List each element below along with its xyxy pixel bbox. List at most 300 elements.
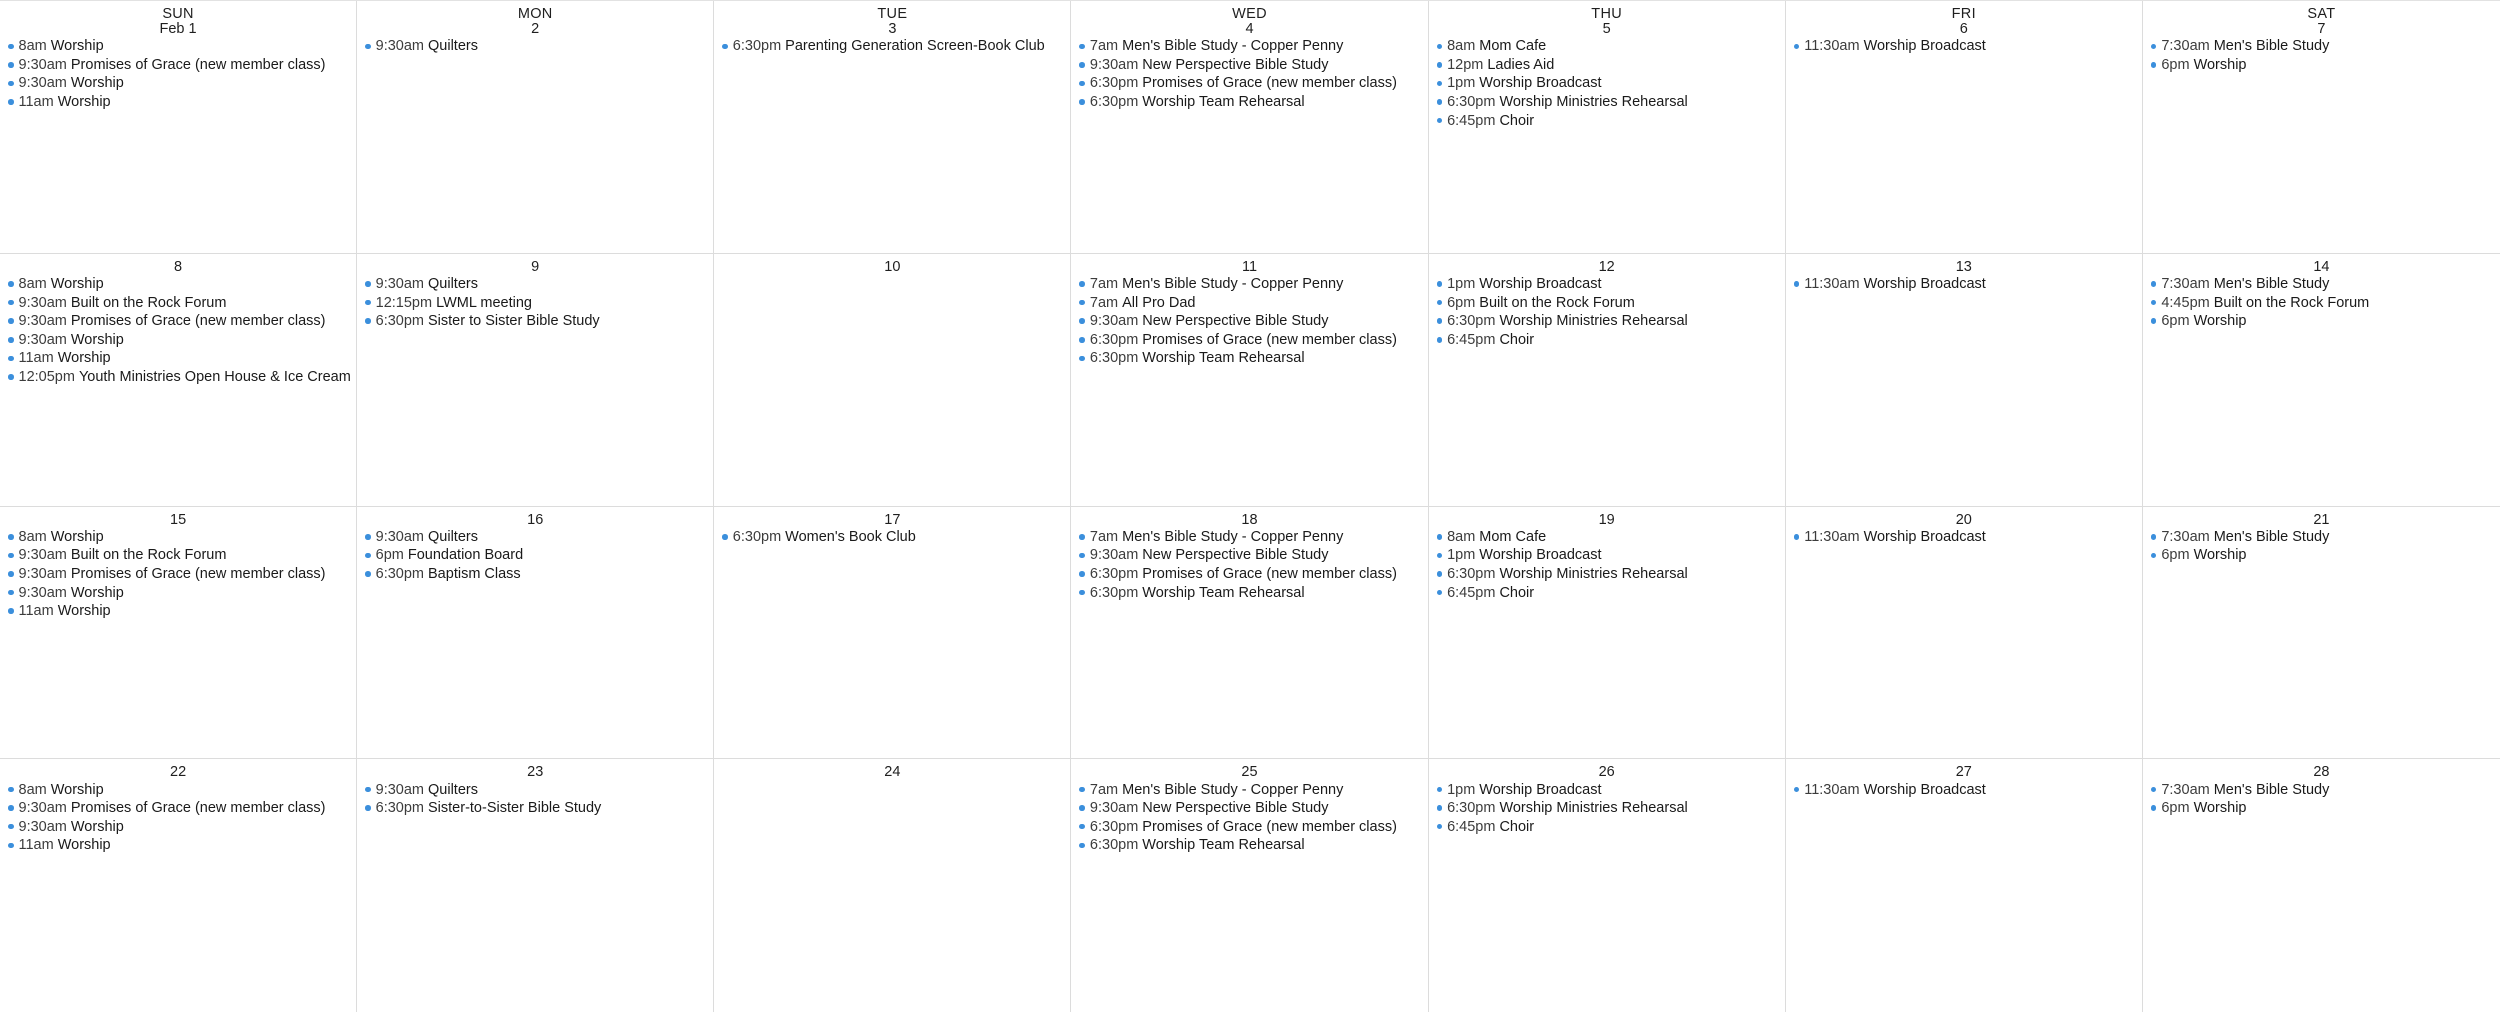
- event-list: [0, 528, 356, 621]
- event-list: [1786, 528, 2142, 547]
- event-item[interactable]: [2151, 546, 2500, 565]
- event-time: 6:30pm: [1447, 94, 1496, 111]
- event-item[interactable]: [1437, 93, 1785, 112]
- event-dot-icon: [1079, 44, 1085, 50]
- event-time: 12:05pm: [18, 369, 75, 386]
- date-number[interactable]: 7: [2317, 21, 2326, 37]
- event-title: Promises of Grace (new member class): [70, 800, 326, 817]
- event-title: Sister to Sister Bible Study: [428, 313, 600, 330]
- day-header: [1429, 765, 1785, 780]
- event-item[interactable]: [1079, 37, 1427, 56]
- event-item[interactable]: [1437, 312, 1785, 331]
- event-dot-icon: [1079, 590, 1085, 596]
- date-number[interactable]: 14: [2313, 258, 2330, 275]
- event-dot-icon: [1437, 281, 1443, 287]
- event-time: 8am: [18, 781, 47, 798]
- date-number[interactable]: 6: [1959, 21, 1968, 37]
- event-item[interactable]: [8, 74, 356, 93]
- day-header: [0, 513, 356, 528]
- event-dot-icon: [8, 337, 14, 343]
- date-number[interactable]: 21: [2313, 511, 2330, 528]
- event-dot-icon: [2151, 62, 2157, 68]
- event-time: 1pm: [1447, 75, 1476, 92]
- event-title: Worship Ministries Rehearsal: [1499, 800, 1688, 817]
- event-item[interactable]: [1794, 528, 2142, 547]
- event-item[interactable]: [2151, 799, 2500, 818]
- event-item[interactable]: [1079, 528, 1427, 547]
- date-number[interactable]: 17: [884, 511, 901, 528]
- event-item[interactable]: [1079, 293, 1427, 312]
- event-item[interactable]: [2151, 56, 2500, 75]
- day-cell-thu[interactable]: [1429, 254, 1786, 507]
- day-header: [1786, 765, 2142, 780]
- event-dot-icon: [1079, 553, 1085, 559]
- day-cell-sat[interactable]: [2143, 507, 2500, 760]
- event-title: Worship: [2193, 313, 2247, 330]
- event-title: Quilters: [428, 38, 478, 55]
- date-number[interactable]: 15: [170, 511, 187, 528]
- event-item[interactable]: [8, 583, 356, 602]
- event-title: All Pro Dad: [1122, 294, 1196, 311]
- event-time: 6:45pm: [1447, 331, 1496, 348]
- event-list: [357, 528, 713, 584]
- event-title: Choir: [1499, 818, 1535, 835]
- event-item[interactable]: [1079, 56, 1427, 75]
- event-time: 11am: [18, 94, 54, 111]
- event-dot-icon: [8, 824, 14, 830]
- event-dot-icon: [8, 318, 14, 324]
- date-number[interactable]: 26: [1598, 764, 1615, 781]
- day-cell-mon[interactable]: [357, 759, 714, 1012]
- event-dot-icon: [8, 300, 14, 306]
- event-title: Men's Bible Study: [2213, 781, 2330, 798]
- event-time: 9:30am: [18, 818, 67, 835]
- event-title: Men's Bible Study - Copper Penny: [1122, 528, 1344, 545]
- event-item[interactable]: [365, 312, 713, 331]
- event-item[interactable]: [1437, 817, 1785, 836]
- event-title: Worship: [70, 584, 124, 601]
- event-title: Men's Bible Study - Copper Penny: [1122, 781, 1344, 798]
- day-cell-thu[interactable]: [1429, 759, 1786, 1012]
- event-item[interactable]: [1437, 111, 1785, 130]
- event-time: 9:30am: [375, 276, 425, 293]
- event-list: [1429, 275, 1785, 349]
- event-item[interactable]: [1079, 583, 1427, 602]
- event-item[interactable]: [722, 37, 1070, 56]
- event-item[interactable]: [365, 546, 713, 565]
- event-time: 6:30pm: [1089, 565, 1139, 582]
- day-cell-sun[interactable]: [0, 507, 357, 760]
- event-list: [1429, 37, 1785, 130]
- event-time: 11:30am: [1804, 38, 1860, 55]
- day-cell-wed[interactable]: [1071, 507, 1428, 760]
- event-item[interactable]: [2151, 293, 2500, 312]
- event-dot-icon: [2151, 300, 2157, 306]
- event-title: Men's Bible Study - Copper Penny: [1122, 38, 1344, 55]
- event-list: [1786, 780, 2142, 799]
- event-item[interactable]: [8, 56, 356, 75]
- day-cell-thu[interactable]: [1429, 507, 1786, 760]
- event-item[interactable]: [1437, 565, 1785, 584]
- event-dot-icon: [2151, 805, 2157, 811]
- event-dot-icon: [1437, 824, 1443, 830]
- event-item[interactable]: [8, 546, 356, 565]
- day-cell-sat[interactable]: [2143, 1, 2500, 254]
- event-list: [1071, 275, 1427, 368]
- event-dot-icon: [8, 843, 14, 849]
- date-number[interactable]: 28: [2313, 764, 2330, 781]
- event-time: 7:30am: [2161, 276, 2210, 293]
- event-item[interactable]: [1079, 546, 1427, 565]
- date-number[interactable]: 13: [1955, 258, 1972, 275]
- day-cell-fri[interactable]: [1786, 507, 2143, 760]
- event-list: [0, 37, 356, 111]
- event-time: 9:30am: [375, 528, 425, 545]
- event-title: Worship Broadcast: [1479, 547, 1602, 564]
- event-title: Worship Broadcast: [1863, 781, 1986, 798]
- event-item[interactable]: [2151, 312, 2500, 331]
- day-cell-sun[interactable]: [0, 1, 357, 254]
- date-number[interactable]: 4: [1245, 21, 1254, 37]
- event-item[interactable]: [1079, 780, 1427, 799]
- event-item[interactable]: [8, 780, 356, 799]
- event-dot-icon: [8, 553, 14, 559]
- event-dot-icon: [1079, 81, 1085, 87]
- event-title: Foundation Board: [407, 547, 524, 564]
- event-item[interactable]: [365, 780, 713, 799]
- event-time: 9:30am: [18, 294, 67, 311]
- event-dot-icon: [1079, 356, 1085, 362]
- event-dot-icon: [2151, 318, 2157, 324]
- event-time: 9:30am: [18, 565, 67, 582]
- date-number[interactable]: 27: [1955, 764, 1972, 781]
- event-title: Worship Broadcast: [1479, 276, 1602, 293]
- event-title: Worship Broadcast: [1863, 38, 1986, 55]
- event-item[interactable]: [8, 312, 356, 331]
- day-cell-mon[interactable]: [357, 507, 714, 760]
- event-time: 11am: [18, 350, 54, 367]
- event-time: 8am: [1447, 38, 1476, 55]
- event-title: Worship: [2193, 800, 2247, 817]
- event-dot-icon: [365, 281, 371, 287]
- event-item[interactable]: [8, 293, 356, 312]
- event-dot-icon: [8, 534, 14, 540]
- event-title: Worship: [57, 603, 111, 620]
- event-time: 1pm: [1447, 547, 1476, 564]
- event-dot-icon: [8, 356, 14, 362]
- event-time: 6:30pm: [1089, 818, 1139, 835]
- day-cell-tue[interactable]: [714, 254, 1071, 507]
- event-dot-icon: [1437, 571, 1443, 577]
- event-list: [357, 780, 713, 817]
- event-dot-icon: [365, 318, 371, 324]
- day-header: [1786, 513, 2142, 528]
- date-number[interactable]: 23: [527, 764, 544, 781]
- event-time: 11am: [18, 603, 54, 620]
- day-cell-thu[interactable]: [1429, 1, 1786, 254]
- event-dot-icon: [1079, 571, 1085, 577]
- event-item[interactable]: [1079, 799, 1427, 818]
- day-cell-fri[interactable]: [1786, 1, 2143, 254]
- date-number[interactable]: 8: [174, 258, 183, 275]
- event-title: Promises of Grace (new member class): [1142, 75, 1397, 92]
- date-number[interactable]: 2: [531, 21, 540, 37]
- event-item[interactable]: [1794, 37, 2142, 56]
- event-time: 6:30pm: [375, 565, 425, 582]
- event-time: 11:30am: [1804, 781, 1860, 798]
- event-time: 7am: [1089, 294, 1119, 311]
- event-dot-icon: [365, 571, 371, 577]
- event-dot-icon: [1437, 62, 1443, 68]
- event-time: 6:30pm: [375, 313, 425, 330]
- event-dot-icon: [1437, 44, 1443, 50]
- event-item[interactable]: [8, 799, 356, 818]
- event-list: [357, 275, 713, 331]
- date-number[interactable]: 12: [1598, 258, 1615, 275]
- event-title: Quilters: [428, 528, 478, 545]
- event-title: Men's Bible Study - Copper Penny: [1122, 276, 1344, 293]
- event-item[interactable]: [1437, 583, 1785, 602]
- event-item[interactable]: [2151, 780, 2500, 799]
- event-dot-icon: [365, 787, 371, 793]
- date-number[interactable]: Feb 1: [159, 21, 197, 37]
- date-number[interactable]: 5: [1602, 21, 1611, 37]
- event-item[interactable]: [365, 799, 713, 818]
- event-time: 9:30am: [1089, 313, 1139, 330]
- day-cell-sat[interactable]: [2143, 254, 2500, 507]
- event-time: 6:30pm: [1447, 313, 1496, 330]
- event-item[interactable]: [1079, 565, 1427, 584]
- event-time: 9:30am: [18, 56, 67, 73]
- event-item[interactable]: [1079, 331, 1427, 350]
- event-title: Ladies Aid: [1487, 56, 1555, 73]
- event-time: 7:30am: [2161, 38, 2210, 55]
- event-item[interactable]: [1079, 349, 1427, 368]
- event-title: Baptism Class: [428, 565, 521, 582]
- day-header: [1071, 513, 1427, 528]
- event-title: Worship: [2193, 547, 2247, 564]
- event-time: 9:30am: [18, 75, 67, 92]
- day-cell-sun[interactable]: [0, 254, 357, 507]
- event-title: Promises of Grace (new member class): [1142, 565, 1397, 582]
- day-header: [1071, 7, 1427, 37]
- event-item[interactable]: [1437, 293, 1785, 312]
- date-number[interactable]: 25: [1241, 764, 1258, 781]
- event-title: New Perspective Bible Study: [1142, 547, 1329, 564]
- event-item[interactable]: [8, 275, 356, 294]
- day-header: [2143, 765, 2500, 780]
- day-cell-mon[interactable]: [357, 254, 714, 507]
- event-time: 7:30am: [2161, 528, 2210, 545]
- event-item[interactable]: [365, 565, 713, 584]
- event-time: 9:30am: [1089, 800, 1139, 817]
- day-cell-wed[interactable]: [1071, 759, 1428, 1012]
- date-number[interactable]: 16: [527, 511, 544, 528]
- event-item[interactable]: [1437, 780, 1785, 799]
- date-number[interactable]: 10: [884, 258, 901, 275]
- day-cell-tue[interactable]: [714, 507, 1071, 760]
- event-dot-icon: [1794, 787, 1800, 793]
- event-dot-icon: [1437, 318, 1443, 324]
- day-cell-tue[interactable]: [714, 759, 1071, 1012]
- event-item[interactable]: [1794, 780, 2142, 799]
- event-list: [1071, 37, 1427, 111]
- event-item[interactable]: [365, 275, 713, 294]
- event-list: [714, 37, 1070, 56]
- event-dot-icon: [1437, 787, 1443, 793]
- event-dot-icon: [2151, 281, 2157, 287]
- event-item[interactable]: [1437, 528, 1785, 547]
- event-title: Worship Ministries Rehearsal: [1499, 565, 1688, 582]
- event-title: Worship: [70, 818, 124, 835]
- event-title: Worship: [50, 38, 104, 55]
- event-item[interactable]: [1079, 74, 1427, 93]
- weekday-label: TUE: [877, 6, 908, 22]
- event-item[interactable]: [1079, 836, 1427, 855]
- event-item[interactable]: [365, 293, 713, 312]
- event-dot-icon: [1437, 337, 1443, 343]
- event-item[interactable]: [1079, 93, 1427, 112]
- event-dot-icon: [8, 62, 14, 68]
- event-title: Built on the Rock Forum: [2213, 294, 2370, 311]
- event-time: 9:30am: [18, 584, 67, 601]
- event-item[interactable]: [8, 37, 356, 56]
- event-dot-icon: [1794, 534, 1800, 540]
- event-time: 1pm: [1447, 781, 1476, 798]
- event-item[interactable]: [2151, 37, 2500, 56]
- event-item[interactable]: [8, 331, 356, 350]
- event-time: 6:30pm: [732, 528, 782, 545]
- day-cell-wed[interactable]: [1071, 1, 1428, 254]
- event-dot-icon: [1437, 553, 1443, 559]
- event-list: [2143, 275, 2500, 331]
- day-cell-sat[interactable]: [2143, 759, 2500, 1012]
- date-number[interactable]: 20: [1955, 511, 1972, 528]
- event-time: 1pm: [1447, 276, 1476, 293]
- day-header: [1429, 7, 1785, 37]
- event-title: Promises of Grace (new member class): [70, 313, 326, 330]
- event-time: 6:30pm: [1089, 331, 1139, 348]
- event-title: Worship Broadcast: [1863, 276, 1986, 293]
- event-title: Sister-to-Sister Bible Study: [428, 800, 602, 817]
- event-time: 11am: [18, 837, 54, 854]
- event-item[interactable]: [1079, 817, 1427, 836]
- event-item[interactable]: [8, 602, 356, 621]
- event-item[interactable]: [8, 368, 356, 387]
- event-title: New Perspective Bible Study: [1142, 313, 1329, 330]
- date-number[interactable]: 11: [1241, 258, 1258, 275]
- day-header: [1071, 765, 1427, 780]
- day-header: [357, 7, 713, 37]
- day-cell-sun[interactable]: [0, 759, 357, 1012]
- event-time: 6pm: [2161, 800, 2190, 817]
- event-item[interactable]: [8, 565, 356, 584]
- event-list: [1786, 37, 2142, 56]
- event-title: Worship: [57, 837, 111, 854]
- event-item[interactable]: [1437, 275, 1785, 294]
- event-time: 9:30am: [18, 313, 67, 330]
- event-item[interactable]: [8, 349, 356, 368]
- event-dot-icon: [8, 99, 14, 105]
- event-title: Youth Ministries Open House & Ice Cream: [78, 369, 351, 386]
- event-item[interactable]: [2151, 275, 2500, 294]
- event-item[interactable]: [1794, 275, 2142, 294]
- event-item[interactable]: [1079, 312, 1427, 331]
- event-dot-icon: [365, 300, 371, 306]
- event-dot-icon: [1079, 318, 1085, 324]
- day-cell-tue[interactable]: [714, 1, 1071, 254]
- date-number[interactable]: 9: [531, 258, 540, 275]
- event-item[interactable]: [8, 93, 356, 112]
- date-number[interactable]: 24: [884, 764, 901, 781]
- event-item[interactable]: [8, 528, 356, 547]
- event-item[interactable]: [1437, 74, 1785, 93]
- day-header: [2143, 260, 2500, 275]
- day-header: [1429, 260, 1785, 275]
- event-time: 9:30am: [375, 38, 425, 55]
- event-list: [1429, 780, 1785, 836]
- event-time: 6pm: [2161, 313, 2190, 330]
- day-cell-wed[interactable]: [1071, 254, 1428, 507]
- event-dot-icon: [1079, 281, 1085, 287]
- event-dot-icon: [1437, 590, 1443, 596]
- event-item[interactable]: [1437, 331, 1785, 350]
- weekday-label: FRI: [1951, 6, 1976, 22]
- day-header: [714, 765, 1070, 780]
- day-cell-fri[interactable]: [1786, 254, 2143, 507]
- event-time: 9:30am: [375, 781, 425, 798]
- event-list: [1786, 275, 2142, 294]
- event-dot-icon: [2151, 44, 2157, 50]
- event-time: 8am: [18, 528, 47, 545]
- event-item[interactable]: [1437, 546, 1785, 565]
- event-item[interactable]: [365, 37, 713, 56]
- event-item[interactable]: [365, 528, 713, 547]
- event-title: Promises of Grace (new member class): [1142, 818, 1397, 835]
- event-time: 9:30am: [18, 331, 67, 348]
- day-header: [0, 765, 356, 780]
- event-title: Worship: [50, 276, 104, 293]
- event-title: Worship Broadcast: [1479, 781, 1602, 798]
- day-header: [714, 260, 1070, 275]
- event-title: Worship Broadcast: [1863, 528, 1986, 545]
- event-item[interactable]: [2151, 528, 2500, 547]
- event-time: 8am: [1447, 528, 1476, 545]
- event-item[interactable]: [722, 528, 1070, 547]
- event-item[interactable]: [1079, 275, 1427, 294]
- event-item[interactable]: [1437, 799, 1785, 818]
- date-number[interactable]: 22: [170, 764, 187, 781]
- event-time: 8am: [18, 38, 47, 55]
- event-item[interactable]: [8, 836, 356, 855]
- event-dot-icon: [365, 805, 371, 811]
- date-number[interactable]: 19: [1598, 511, 1615, 528]
- event-title: Quilters: [428, 781, 478, 798]
- event-time: 6pm: [2161, 547, 2190, 564]
- event-time: 6:45pm: [1447, 584, 1496, 601]
- event-item[interactable]: [1437, 37, 1785, 56]
- event-item[interactable]: [1437, 56, 1785, 75]
- date-number[interactable]: 18: [1241, 511, 1258, 528]
- event-time: 6:30pm: [732, 38, 782, 55]
- day-cell-mon[interactable]: [357, 1, 714, 254]
- weekday-label: THU: [1591, 6, 1622, 22]
- event-title: Men's Bible Study: [2213, 276, 2330, 293]
- event-dot-icon: [1437, 99, 1443, 105]
- event-item[interactable]: [8, 817, 356, 836]
- date-number[interactable]: 3: [888, 21, 897, 37]
- day-cell-fri[interactable]: [1786, 759, 2143, 1012]
